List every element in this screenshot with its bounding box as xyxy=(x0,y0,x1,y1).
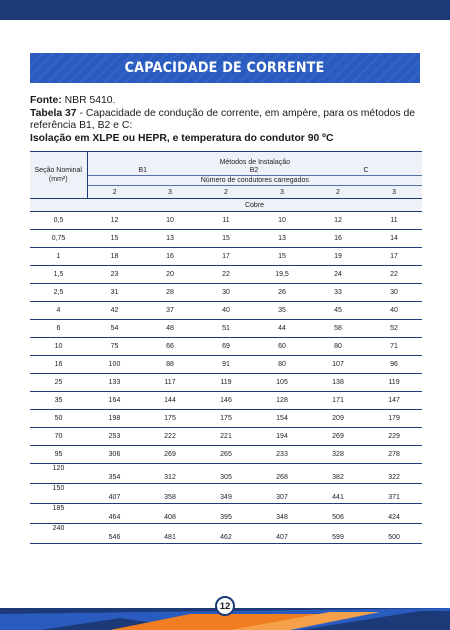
secao-cell: 95 xyxy=(30,446,87,464)
table-row xyxy=(30,356,422,374)
value-cell: 37 xyxy=(142,302,198,320)
intro-text xyxy=(30,95,422,145)
value-cell: 60 xyxy=(254,338,310,356)
value-cell: 506 xyxy=(310,504,366,524)
value-cell: 395 xyxy=(198,504,254,524)
value-cell: 52 xyxy=(366,320,422,338)
value-cell: 75 xyxy=(87,338,142,356)
value-cell: 30 xyxy=(198,284,254,302)
table-header xyxy=(30,152,422,212)
secao-cell: 0,75 xyxy=(30,230,87,248)
ampacity-table-wrapper xyxy=(30,151,422,544)
table-row xyxy=(30,484,422,504)
secao-cell: 25 xyxy=(30,374,87,392)
table-caption-label: Tabela 37 xyxy=(30,107,77,119)
value-cell: 107 xyxy=(310,356,366,374)
value-cell: 23 xyxy=(87,266,142,284)
value-cell: 40 xyxy=(198,302,254,320)
value-cell: 171 xyxy=(310,392,366,410)
secao-header: Seção Nominal (mm²) xyxy=(30,152,87,199)
value-cell: 40 xyxy=(366,302,422,320)
value-cell: 175 xyxy=(198,410,254,428)
value-cell: 105 xyxy=(254,374,310,392)
value-cell: 500 xyxy=(366,524,422,544)
conductor-count-cell: 2 xyxy=(198,186,254,199)
value-cell: 349 xyxy=(198,484,254,504)
value-cell: 253 xyxy=(87,428,142,446)
secao-cell: 16 xyxy=(30,356,87,374)
table-row xyxy=(30,446,422,464)
value-cell: 358 xyxy=(142,484,198,504)
value-cell: 408 xyxy=(142,504,198,524)
value-cell: 30 xyxy=(366,284,422,302)
ampacity-table xyxy=(30,151,422,544)
value-cell: 198 xyxy=(87,410,142,428)
table-row xyxy=(30,230,422,248)
insulation-note: Isolação em XLPE ou HEPR, e temperatura do condutor 90 ºC xyxy=(30,132,334,144)
value-cell: 179 xyxy=(366,410,422,428)
value-cell: 119 xyxy=(366,374,422,392)
value-cell: 10 xyxy=(142,212,198,230)
value-cell: 14 xyxy=(366,230,422,248)
table-row xyxy=(30,428,422,446)
secao-cell: 10 xyxy=(30,338,87,356)
value-cell: 66 xyxy=(142,338,198,356)
source-line xyxy=(30,95,422,108)
value-cell: 19,5 xyxy=(254,266,310,284)
value-cell: 15 xyxy=(87,230,142,248)
value-cell: 354 xyxy=(87,464,142,484)
value-cell: 117 xyxy=(142,374,198,392)
page-title: CAPACIDADE DE CORRENTE xyxy=(125,60,325,76)
value-cell: 33 xyxy=(310,284,366,302)
value-cell: 80 xyxy=(254,356,310,374)
material-header: Cobre xyxy=(87,199,422,212)
value-cell: 13 xyxy=(142,230,198,248)
page-number: 12 xyxy=(215,596,235,616)
value-cell: 31 xyxy=(87,284,142,302)
value-cell: 22 xyxy=(198,266,254,284)
table-row xyxy=(30,284,422,302)
table-row xyxy=(30,504,422,524)
secao-cell: 150 xyxy=(30,484,87,504)
method-b2-header: B2 xyxy=(198,166,310,176)
value-cell: 312 xyxy=(142,464,198,484)
value-cell: 17 xyxy=(198,248,254,266)
secao-cell: 50 xyxy=(30,410,87,428)
value-cell: 307 xyxy=(254,484,310,504)
secao-cell: 120 xyxy=(30,464,87,484)
value-cell: 348 xyxy=(254,504,310,524)
table-row xyxy=(30,320,422,338)
value-cell: 11 xyxy=(198,212,254,230)
value-cell: 42 xyxy=(87,302,142,320)
title-banner xyxy=(30,53,420,83)
value-cell: 407 xyxy=(87,484,142,504)
value-cell: 11 xyxy=(366,212,422,230)
value-cell: 269 xyxy=(142,446,198,464)
value-cell: 222 xyxy=(142,428,198,446)
value-cell: 278 xyxy=(366,446,422,464)
table-row xyxy=(30,464,422,484)
value-cell: 175 xyxy=(142,410,198,428)
value-cell: 209 xyxy=(310,410,366,428)
value-cell: 306 xyxy=(87,446,142,464)
secao-cell: 6 xyxy=(30,320,87,338)
secao-cell: 4 xyxy=(30,302,87,320)
value-cell: 322 xyxy=(366,464,422,484)
table-caption xyxy=(30,108,422,133)
value-cell: 269 xyxy=(310,428,366,446)
table-row xyxy=(30,302,422,320)
value-cell: 424 xyxy=(366,504,422,524)
top-header-bar xyxy=(0,0,450,20)
value-cell: 69 xyxy=(198,338,254,356)
value-cell: 407 xyxy=(254,524,310,544)
value-cell: 48 xyxy=(142,320,198,338)
table-caption-desc: - Capacidade de condução de corrente, em ampère, para os métodos de referência B1, B2 e C: xyxy=(30,107,416,132)
conductors-header: Número de condutores carregados xyxy=(87,176,422,186)
value-cell: 382 xyxy=(310,464,366,484)
value-cell: 10 xyxy=(254,212,310,230)
conductor-count-cell: 3 xyxy=(142,186,198,199)
value-cell: 229 xyxy=(366,428,422,446)
value-cell: 194 xyxy=(254,428,310,446)
secao-cell: 70 xyxy=(30,428,87,446)
value-cell: 233 xyxy=(254,446,310,464)
conductor-count-cell: 2 xyxy=(310,186,366,199)
table-row xyxy=(30,212,422,230)
value-cell: 464 xyxy=(87,504,142,524)
table-row xyxy=(30,338,422,356)
value-cell: 45 xyxy=(310,302,366,320)
conductor-count-cell: 3 xyxy=(366,186,422,199)
metodos-header: Métodos de Instalação xyxy=(87,152,422,167)
value-cell: 15 xyxy=(198,230,254,248)
value-cell: 133 xyxy=(87,374,142,392)
value-cell: 51 xyxy=(198,320,254,338)
value-cell: 147 xyxy=(366,392,422,410)
value-cell: 24 xyxy=(310,266,366,284)
secao-cell: 0,5 xyxy=(30,212,87,230)
value-cell: 12 xyxy=(87,212,142,230)
secao-cell: 240 xyxy=(30,524,87,544)
value-cell: 16 xyxy=(310,230,366,248)
secao-cell: 1 xyxy=(30,248,87,266)
value-cell: 58 xyxy=(310,320,366,338)
value-cell: 19 xyxy=(310,248,366,266)
value-cell: 28 xyxy=(142,284,198,302)
value-cell: 328 xyxy=(310,446,366,464)
value-cell: 119 xyxy=(198,374,254,392)
value-cell: 144 xyxy=(142,392,198,410)
value-cell: 13 xyxy=(254,230,310,248)
value-cell: 88 xyxy=(142,356,198,374)
table-row xyxy=(30,266,422,284)
value-cell: 17 xyxy=(366,248,422,266)
value-cell: 22 xyxy=(366,266,422,284)
table-row xyxy=(30,374,422,392)
value-cell: 462 xyxy=(198,524,254,544)
value-cell: 18 xyxy=(87,248,142,266)
table-body xyxy=(30,212,422,544)
value-cell: 265 xyxy=(198,446,254,464)
value-cell: 221 xyxy=(198,428,254,446)
method-c-header: C xyxy=(310,166,422,176)
value-cell: 599 xyxy=(310,524,366,544)
value-cell: 71 xyxy=(366,338,422,356)
value-cell: 441 xyxy=(310,484,366,504)
value-cell: 164 xyxy=(87,392,142,410)
value-cell: 481 xyxy=(142,524,198,544)
value-cell: 305 xyxy=(198,464,254,484)
value-cell: 154 xyxy=(254,410,310,428)
secao-cell: 35 xyxy=(30,392,87,410)
value-cell: 12 xyxy=(310,212,366,230)
value-cell: 26 xyxy=(254,284,310,302)
value-cell: 15 xyxy=(254,248,310,266)
value-cell: 268 xyxy=(254,464,310,484)
value-cell: 138 xyxy=(310,374,366,392)
value-cell: 371 xyxy=(366,484,422,504)
value-cell: 44 xyxy=(254,320,310,338)
value-cell: 20 xyxy=(142,266,198,284)
method-b1-header: B1 xyxy=(87,166,198,176)
value-cell: 91 xyxy=(198,356,254,374)
conductor-count-cell: 3 xyxy=(254,186,310,199)
secao-cell: 2,5 xyxy=(30,284,87,302)
conductor-count-cell: 2 xyxy=(87,186,142,199)
value-cell: 96 xyxy=(366,356,422,374)
value-cell: 146 xyxy=(198,392,254,410)
table-row xyxy=(30,248,422,266)
secao-cell: 1,5 xyxy=(30,266,87,284)
value-cell: 80 xyxy=(310,338,366,356)
value-cell: 546 xyxy=(87,524,142,544)
value-cell: 128 xyxy=(254,392,310,410)
value-cell: 100 xyxy=(87,356,142,374)
table-row xyxy=(30,392,422,410)
table-row xyxy=(30,524,422,544)
table-row xyxy=(30,410,422,428)
source-label: Fonte: xyxy=(30,95,62,106)
source-value: NBR 5410. xyxy=(64,95,116,106)
value-cell: 35 xyxy=(254,302,310,320)
value-cell: 16 xyxy=(142,248,198,266)
value-cell: 54 xyxy=(87,320,142,338)
secao-cell: 185 xyxy=(30,504,87,524)
